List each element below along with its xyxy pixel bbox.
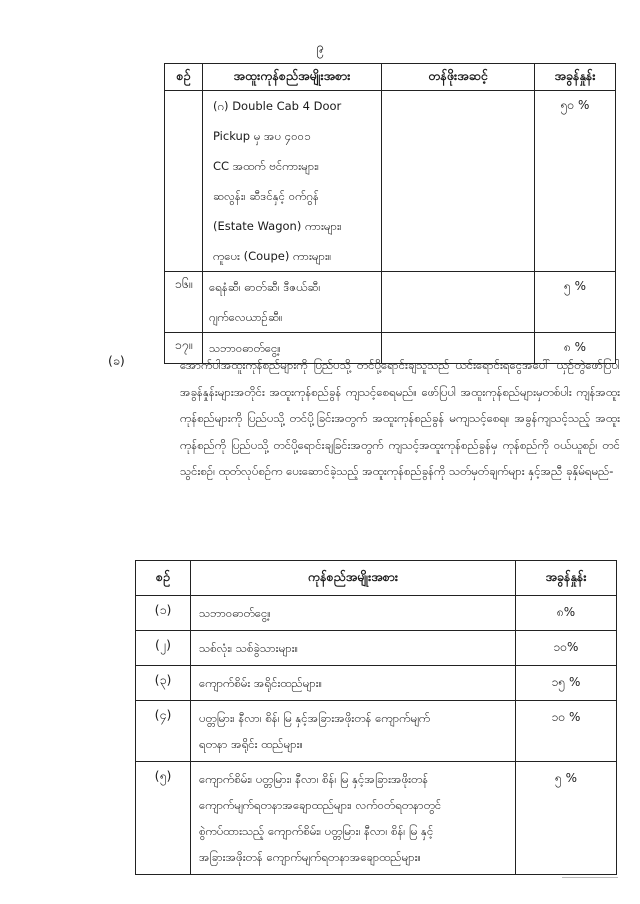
- table2-header-row: [136, 561, 617, 596]
- goods-line: စွဲကပ်ထားသည့် ကျောက်စိမ်း၊ ပတ္တမြား၊ နီလာ၊ စိန်၊ မြ နှင့်: [199, 824, 434, 838]
- row-serial: [165, 91, 203, 272]
- row-goods-type: [203, 91, 382, 272]
- row-goods-type: [191, 701, 516, 762]
- table-row: [165, 91, 616, 272]
- table-row: [136, 631, 617, 666]
- goods-line: ဂျက်လေယာဉ်ဆီ။: [209, 310, 283, 324]
- row-goods-type: [191, 762, 516, 875]
- goods-line: သစ်လုံး၊ သစ်ခွဲသားများ။: [199, 641, 299, 655]
- header-serial: စဉ်: [165, 64, 203, 91]
- table-row: [165, 272, 616, 333]
- row-value-level: [382, 91, 535, 272]
- scan-edge-mark: [562, 865, 618, 878]
- header-value-level: တန်ဖိုးအဆင့်: [382, 64, 535, 91]
- table-row: [136, 762, 617, 875]
- row-serial: (၅): [136, 762, 191, 875]
- row-tax-rate: ၁၅ %: [516, 666, 617, 701]
- row-tax-rate: ၅ %: [516, 762, 617, 875]
- page-number: ၉: [316, 40, 324, 56]
- header-tax-rate: အခွန်နှုန်း: [535, 64, 616, 91]
- row-tax-rate: ၅၀ %: [535, 91, 616, 272]
- row-value-level: [382, 272, 535, 333]
- row-goods-type: [191, 666, 516, 701]
- header-goods-type: အထူးကုန်စည်အမျိုးအစား: [203, 64, 382, 91]
- row-goods-type: [191, 631, 516, 666]
- goods-line: ပတ္တမြား၊ နီလာ၊ စိန်၊ မြ နှင့်အခြားအဖိုးတန် ကျောက်မျက်: [199, 711, 431, 725]
- row-tax-rate: ၈ %: [535, 333, 616, 364]
- goods-line: CC အထက် ဗင်ကားများ၊: [213, 159, 320, 173]
- row-tax-rate: ၁၀%: [516, 631, 617, 666]
- goods-line: Pickup မှ အပ ၄၀၀၁: [213, 129, 311, 143]
- goods-line: ကျောက်စိမ်း အရိုင်းထည်များ။: [199, 676, 323, 690]
- goods-line: ကျောက်မျက်ရတနာအချောထည်များ၊ လက်ဝတ်ရတနာတွင်: [199, 798, 442, 812]
- row-serial: ၁၆။: [165, 272, 203, 333]
- row-tax-rate: ၈%: [516, 596, 617, 631]
- row-tax-rate: ၅ %: [535, 272, 616, 333]
- row-serial: (၃): [136, 666, 191, 701]
- goods-line: (ဂ) Double Cab 4 Door: [213, 99, 342, 113]
- goods-line: ကျောက်စိမ်း၊ ပတ္တမြား၊ နီလာ၊ စိန်၊ မြ နှင့်အခြားအဖိုးတန်: [199, 772, 429, 786]
- row-goods-type: [191, 596, 516, 631]
- table-row: [136, 701, 617, 762]
- goods-line: ရေနံဆီ၊ ဓာတ်ဆီ၊ ဒီဇယ်ဆီ၊: [209, 280, 321, 294]
- export-tax-paragraph: အောက်ပါအထူးကုန်စည်များကို ပြည်ပသို့ တင်ပို့ရောင်းချသူသည် ယင်းရောင်းရငွေအပေါ် ယှဉ်တွဲဖော်ပြပါ အခွန်နှုန်းများအတိုင်း အထူးကုန်စည်ခွန် ကျသင့်စေရမည်။ ဖော်ပြပါ အထူးကုန်စည်များမှတစ်ပါး ကျန်အထူးကုန်စည်များကို ပြည်ပသို့ တင်ပို့ခြင်းအတွက် အထူးကုန်စည်ခွန် မကျသင့်စေရ။ အခွန်ကျသင့်သည့် အထူးကုန်စည်ကို ပြည်ပသို့ တင်ပို့ရောင်းချခြင်းအတွက် ကျသင့်အထူးကုန်စည်ခွန်မှ ကုန်စည်ကို ဝယ်ယူစဉ်၊ တင်သွင်းစဉ်၊ ထုတ်လုပ်စဉ်က ပေးဆောင်ခဲ့သည့် အထူးကုန်စည်ခွန်ကို သတ်မှတ်ချက်များ နှင့်အညီ ခုနှိမ်ရမည်-: [180, 358, 620, 478]
- header-goods-type: ကုန်စည်အမျိုးအစား: [191, 561, 516, 596]
- goods-line: ရတနာ အရိုင်း ထည်များ။: [199, 737, 304, 751]
- table-row: [136, 666, 617, 701]
- header-serial: စဉ်: [136, 561, 191, 596]
- table1-header-row: [165, 64, 616, 91]
- row-serial: (၁): [136, 596, 191, 631]
- paragraph-marker: (ခ): [108, 353, 125, 368]
- row-serial: ၁၇။: [165, 333, 203, 364]
- tax-rate-table-continued: [164, 63, 616, 364]
- table-row: [136, 596, 617, 631]
- row-tax-rate: ၁၀ %: [516, 701, 617, 762]
- goods-line: (Estate Wagon) ကားများ၊: [213, 219, 342, 233]
- goods-line: သဘာဝဓာတ်ငွေ့။: [209, 341, 281, 355]
- goods-line: ဆလွန်း၊ ဆီဒင်နှင့် ဝက်ဂွန်: [213, 189, 319, 203]
- goods-line: အခြားအဖိုးတန် ကျောက်မျက်ရတနာအချောထည်များ။: [199, 850, 421, 864]
- header-tax-rate: အခွန်နှုန်း: [516, 561, 617, 596]
- row-goods-type: [203, 272, 382, 333]
- goods-line: ကူပေး (Coupe) ကားများ။: [213, 249, 332, 263]
- row-serial: (၄): [136, 701, 191, 762]
- export-tax-rate-table: [135, 560, 617, 875]
- row-serial: (၂): [136, 631, 191, 666]
- goods-line: သဘာဝဓာတ်ငွေ့။: [199, 606, 271, 620]
